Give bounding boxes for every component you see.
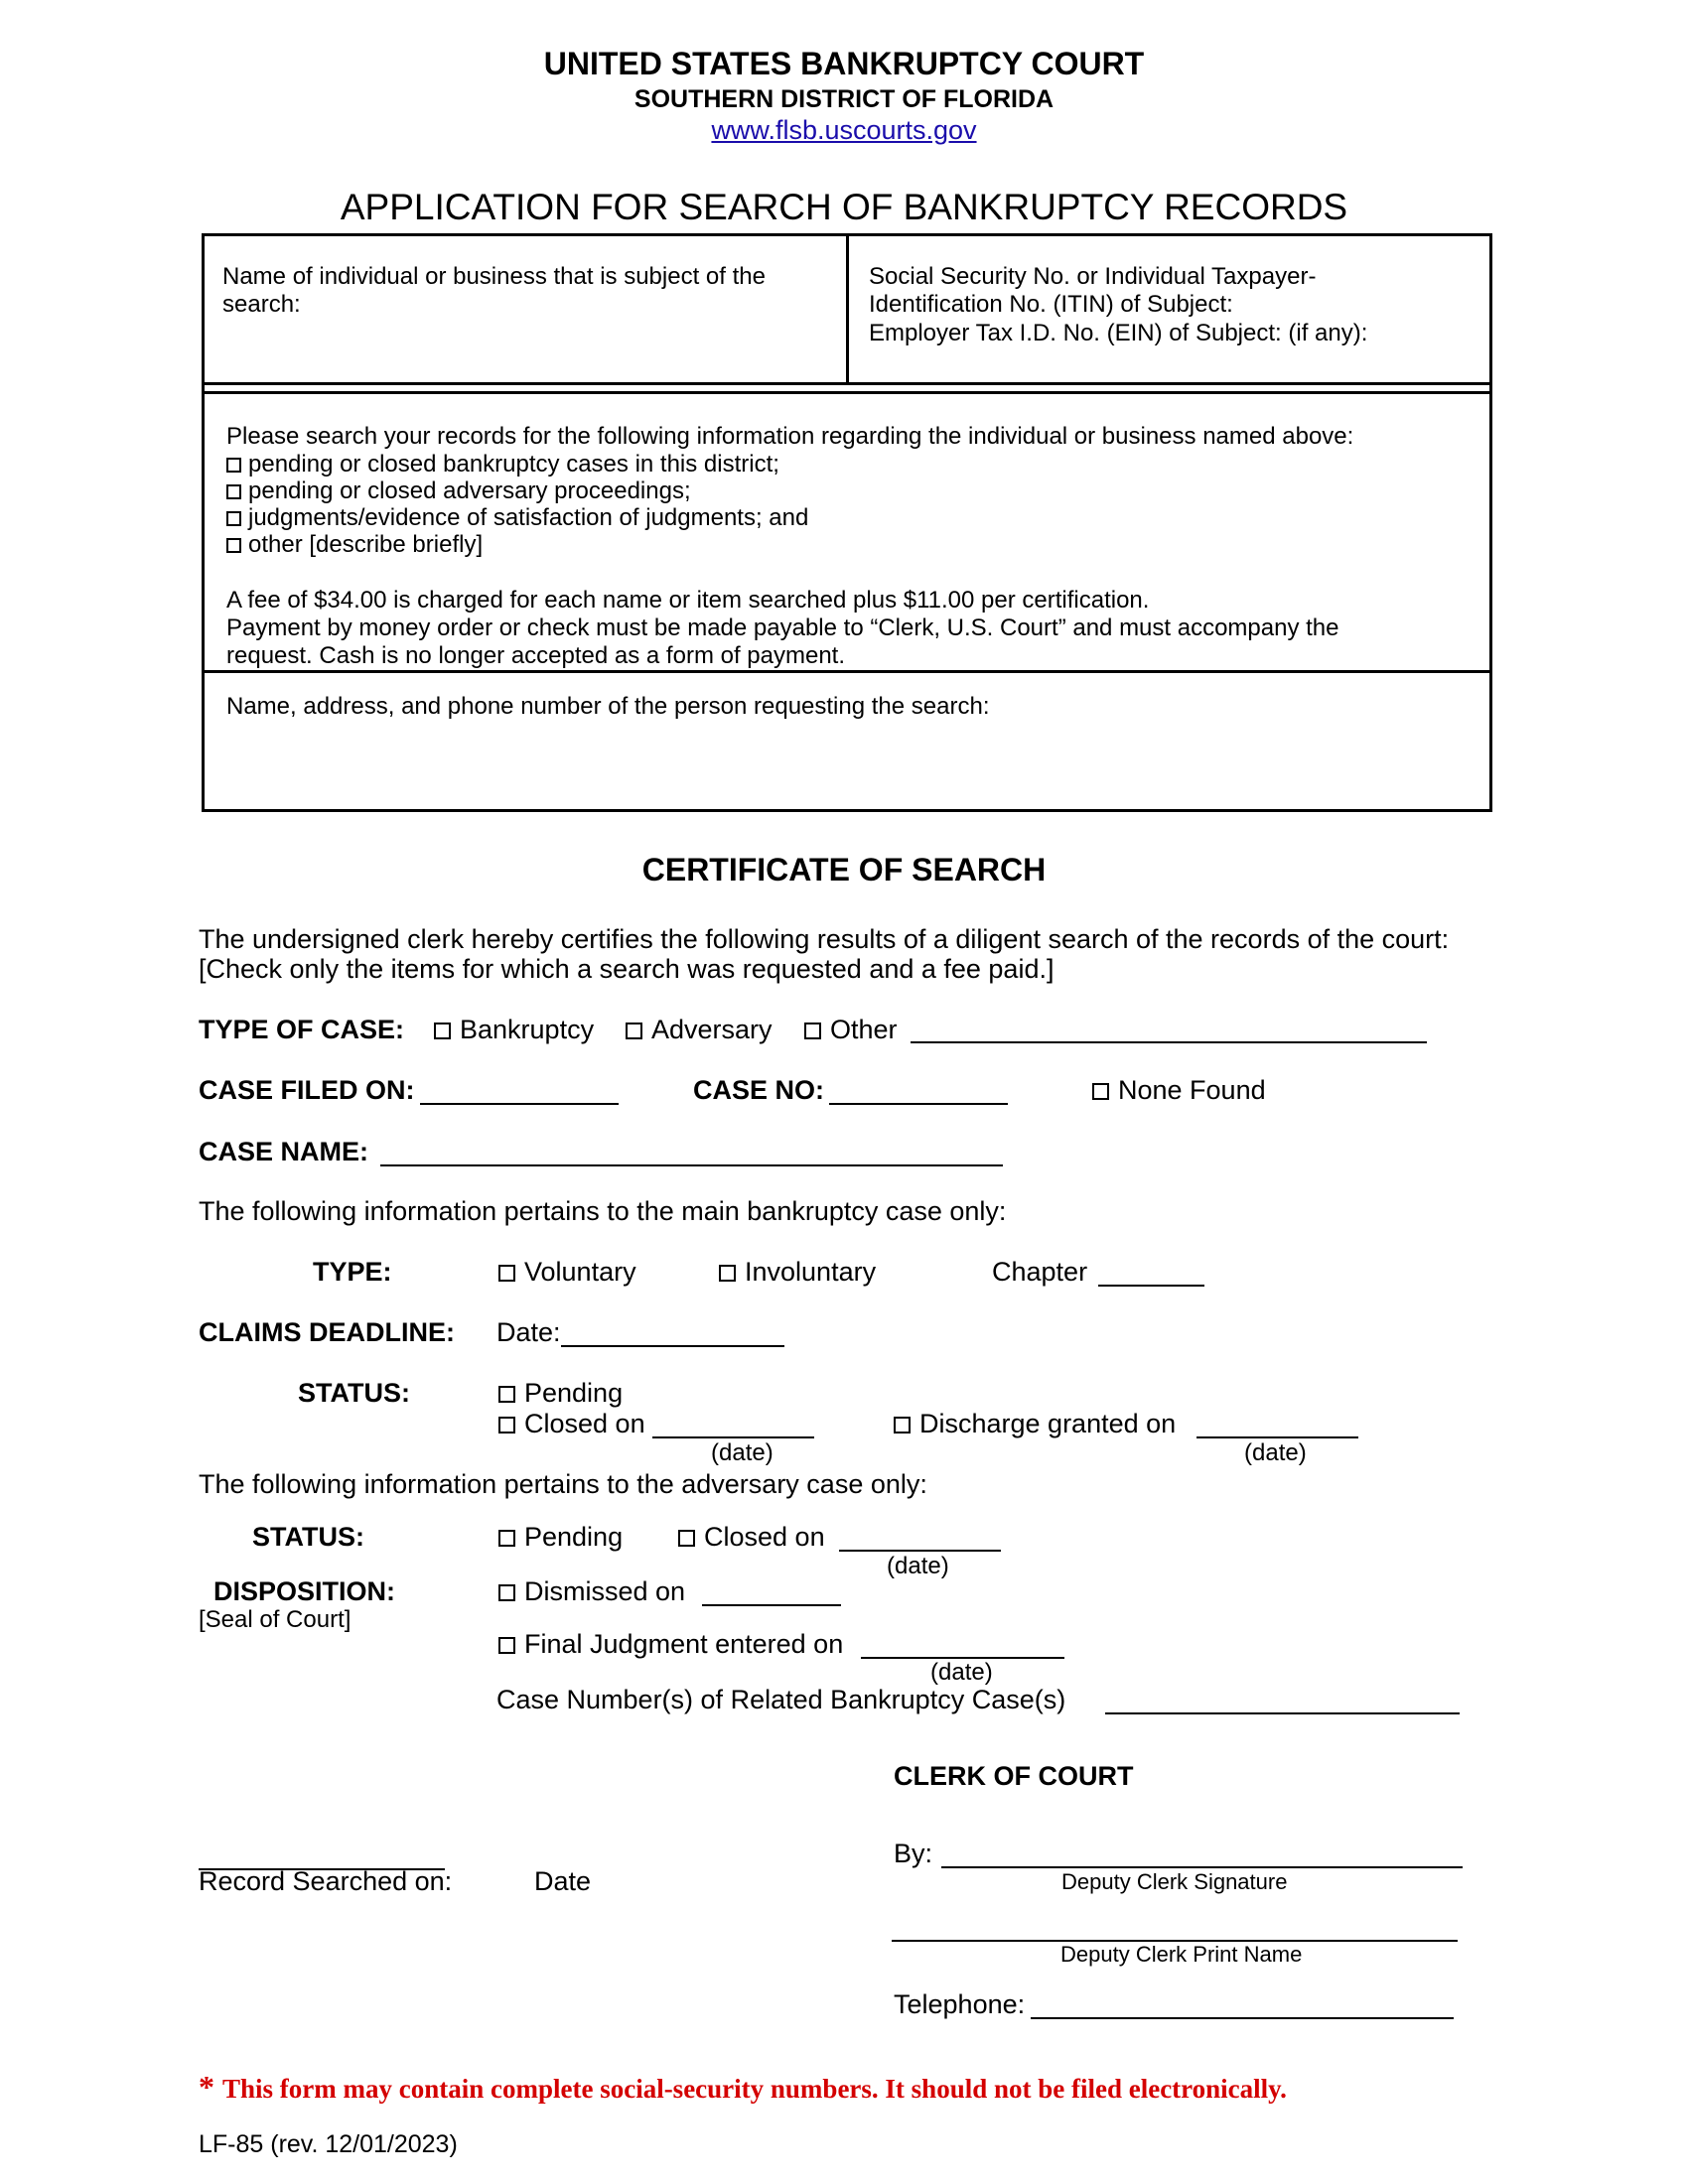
- closed-on-label: Closed on: [524, 1409, 645, 1438]
- telephone-label: Telephone:: [894, 1989, 1026, 2019]
- adversary-status-label: STATUS:: [252, 1522, 364, 1552]
- search-intro: Please search your records for the following information regarding the individual or business named above:: [226, 423, 1354, 450]
- warning-asterisk: *: [199, 2069, 214, 2105]
- telephone-field[interactable]: [1031, 2017, 1454, 2019]
- warning-text: This form may contain complete social-security numbers. It should not be filed electronically.: [222, 2074, 1287, 2104]
- table-divider-requester: [202, 670, 1492, 673]
- discharge-date-field[interactable]: [1196, 1436, 1358, 1438]
- status-discharge[interactable]: [894, 1409, 1176, 1439]
- adv-pending-label: Pending: [524, 1522, 624, 1552]
- closed-on-field[interactable]: [652, 1436, 814, 1438]
- adv-closed-date-caption: (date): [887, 1553, 949, 1579]
- type-label: TYPE:: [313, 1257, 392, 1287]
- checkbox[interactable]: [434, 1023, 451, 1039]
- checkbox[interactable]: [678, 1530, 695, 1547]
- related-cases-label: Case Number(s) of Related Bankruptcy Case(s): [496, 1685, 1066, 1714]
- option-adversary-proceedings[interactable]: [226, 478, 691, 505]
- final-judgment-date-caption: (date): [930, 1659, 993, 1686]
- certificate-intro-cont: [Check only the items for which a search was requested and a fee paid.]: [199, 954, 1055, 984]
- status-closed[interactable]: [498, 1409, 645, 1439]
- type-of-case-label: TYPE OF CASE:: [199, 1015, 405, 1044]
- itin-label: Identification No. (ITIN) of Subject:: [869, 291, 1233, 318]
- adv-status-pending[interactable]: [498, 1522, 623, 1553]
- type-voluntary[interactable]: [498, 1257, 636, 1288]
- claims-date-label: Date:: [496, 1317, 561, 1347]
- chapter-label: Chapter: [992, 1257, 1088, 1287]
- table-divider-double: [202, 391, 1492, 394]
- adv-closed-label: Closed on: [704, 1522, 825, 1552]
- dismissed-label: Dismissed on: [524, 1576, 686, 1606]
- option-label: other [describe briefly]: [248, 531, 484, 558]
- certificate-title: CERTIFICATE OF SEARCH: [641, 852, 1047, 887]
- checkbox[interactable]: [498, 1530, 515, 1547]
- checkbox[interactable]: [226, 458, 241, 473]
- case-filed-label: CASE FILED ON:: [199, 1075, 415, 1105]
- none-found-label: None Found: [1118, 1075, 1266, 1105]
- clerk-of-court-label: CLERK OF COURT: [894, 1761, 1134, 1791]
- checkbox[interactable]: [498, 1637, 515, 1654]
- claims-date-field[interactable]: [561, 1345, 784, 1347]
- adv-closed-field[interactable]: [839, 1550, 1001, 1552]
- none-found[interactable]: [1092, 1075, 1266, 1106]
- case-name-label: CASE NAME:: [199, 1137, 369, 1166]
- fee-text: A fee of $34.00 is charged for each name or item searched plus $11.00 per certification.: [226, 587, 1150, 614]
- checkbox[interactable]: [226, 511, 241, 526]
- subject-name-label: Name of individual or business that is subject of the: [222, 263, 766, 290]
- checkbox[interactable]: [1092, 1083, 1109, 1100]
- deputy-signature-field[interactable]: [941, 1866, 1463, 1868]
- case-filed-field[interactable]: [420, 1103, 619, 1105]
- option-label: pending or closed bankruptcy cases in this district;: [248, 451, 779, 478]
- type-other-field[interactable]: [911, 1041, 1427, 1043]
- district-title: SOUTHERN DISTRICT OF FLORIDA: [633, 85, 1055, 113]
- checkbox[interactable]: [894, 1417, 911, 1433]
- seal-label: [Seal of Court]: [199, 1606, 352, 1633]
- involuntary-label: Involuntary: [745, 1257, 877, 1287]
- type-bankruptcy-label: Bankruptcy: [460, 1015, 595, 1044]
- option-bankruptcy-cases[interactable]: [226, 451, 779, 478]
- court-title: UNITED STATES BANKRUPTCY COURT: [543, 46, 1145, 81]
- deputy-signature-caption: Deputy Clerk Signature: [1061, 1869, 1288, 1894]
- final-judgment[interactable]: [498, 1629, 843, 1660]
- record-date-label: Date: [534, 1866, 592, 1896]
- application-title: APPLICATION FOR SEARCH OF BANKRUPTCY RECORDS: [340, 187, 1348, 227]
- type-other-label: Other: [830, 1015, 898, 1044]
- checkbox[interactable]: [498, 1386, 515, 1403]
- checkbox[interactable]: [498, 1417, 515, 1433]
- payment-text-cont: request. Cash is no longer accepted as a form of payment.: [226, 642, 846, 669]
- adversary-intro: The following information pertains to the adversary case only:: [199, 1469, 927, 1499]
- option-label: pending or closed adversary proceedings;: [248, 478, 691, 504]
- checkbox[interactable]: [804, 1023, 821, 1039]
- checkbox[interactable]: [226, 538, 241, 553]
- checkbox[interactable]: [226, 484, 241, 499]
- type-adversary-label: Adversary: [651, 1015, 773, 1044]
- table-divider: [202, 382, 1492, 385]
- pending-label: Pending: [524, 1378, 624, 1408]
- closed-date-caption: (date): [711, 1439, 774, 1466]
- requester-label: Name, address, and phone number of the person requesting the search:: [226, 693, 990, 720]
- chapter-field[interactable]: [1098, 1285, 1204, 1287]
- by-label: By:: [894, 1839, 933, 1868]
- certificate-intro: The undersigned clerk hereby certifies the following results of a diligent search of the records of the court:: [199, 924, 1450, 954]
- discharge-label: Discharge granted on: [919, 1409, 1177, 1438]
- status-pending[interactable]: [498, 1378, 623, 1409]
- checkbox[interactable]: [498, 1265, 515, 1282]
- option-other[interactable]: [226, 531, 483, 559]
- final-judgment-label: Final Judgment entered on: [524, 1629, 844, 1659]
- table-divider-vertical: [846, 233, 849, 384]
- disposition-label: DISPOSITION:: [213, 1576, 396, 1606]
- ssn-warning: [199, 2069, 1287, 2106]
- type-bankruptcy[interactable]: [434, 1015, 594, 1045]
- checkbox[interactable]: [719, 1265, 736, 1282]
- form-id: LF-85 (rev. 12/01/2023): [199, 2130, 458, 2158]
- ein-label: Employer Tax I.D. No. (EIN) of Subject: (if any):: [869, 320, 1368, 346]
- option-label: judgments/evidence of satisfaction of judgments; and: [248, 504, 809, 531]
- deputy-print-name-caption: Deputy Clerk Print Name: [1060, 1942, 1303, 1967]
- case-name-field[interactable]: [380, 1164, 1003, 1166]
- subject-name-label-cont: search:: [222, 291, 301, 318]
- main-case-intro: The following information pertains to the main bankruptcy case only:: [199, 1196, 1007, 1226]
- ssn-label: Social Security No. or Individual Taxpayer-: [869, 263, 1317, 290]
- case-no-label: CASE NO:: [693, 1075, 825, 1105]
- type-adversary[interactable]: [626, 1015, 773, 1045]
- type-involuntary[interactable]: [719, 1257, 876, 1288]
- option-judgments[interactable]: [226, 504, 808, 532]
- court-website-link[interactable]: www.flsb.uscourts.gov: [711, 115, 977, 145]
- adv-status-closed[interactable]: [678, 1522, 825, 1553]
- status-label: STATUS:: [298, 1378, 410, 1408]
- dismissed-on[interactable]: [498, 1576, 685, 1607]
- claims-deadline-label: CLAIMS DEADLINE:: [199, 1317, 455, 1347]
- case-no-field[interactable]: [829, 1103, 1008, 1105]
- type-other[interactable]: [804, 1015, 898, 1045]
- related-cases-field[interactable]: [1105, 1712, 1460, 1714]
- voluntary-label: Voluntary: [524, 1257, 636, 1287]
- record-searched-label: Record Searched on:: [199, 1866, 453, 1896]
- dismissed-field[interactable]: [702, 1604, 841, 1606]
- checkbox[interactable]: [498, 1584, 515, 1601]
- payment-text: Payment by money order or check must be made payable to “Clerk, U.S. Court” and must accompany the: [226, 614, 1339, 641]
- checkbox[interactable]: [626, 1023, 642, 1039]
- discharge-date-caption: (date): [1244, 1439, 1307, 1466]
